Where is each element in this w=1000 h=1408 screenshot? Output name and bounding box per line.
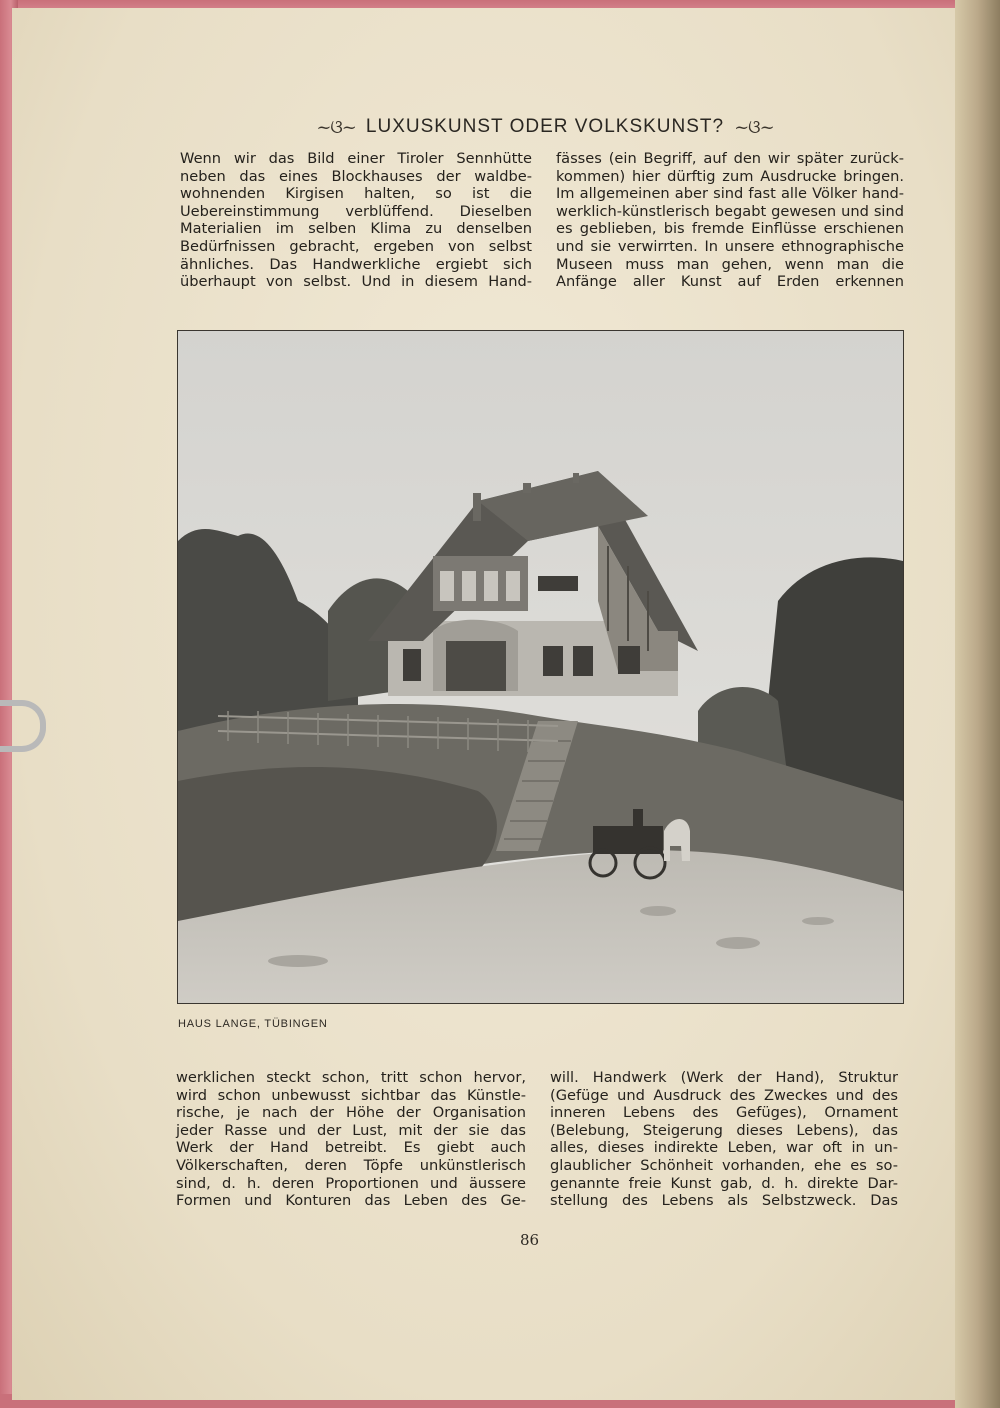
text-line: fässes (ein Begriff, auf den wir später zurück- [556,150,904,167]
text-line: glaublicher Schönheit vorhanden, ehe es so- [550,1156,898,1174]
text-column-top-right [556,150,904,291]
text-line: ähnliches. Das Handwerkliche ergiebt sich [180,255,532,273]
header-ornament-left: ~ଓ~ [316,116,356,138]
text-line: Museen muss man gehen, wenn man die [556,255,904,273]
text-line: rische, je nach der Höhe der Organisation [176,1104,526,1122]
text-line: überhaupt von selbst. Und in diesem Hand- [180,273,532,291]
text-line: (Belebung, Steigerung dieses Lebens), das [550,1121,898,1139]
text-line: kommen) hier dürftig zum Ausdrucke bringen. [556,167,904,185]
page-gutter [955,0,1000,1408]
text-column-top-left [180,150,532,291]
text-line: genannte freie Kunst gab, d. h. direkte Dar- [550,1174,898,1192]
page-number: 86 [520,1231,540,1249]
text-line: Uebereinstimmung verblüffend. Dieselben [180,202,532,220]
text-line: wohnenden Kirgisen halten, so ist die [180,185,532,203]
text-line: wird schon unbewusst sichtbar das Künstle- [176,1086,526,1104]
text-line: werklichen steckt schon, tritt schon hervor, [176,1069,526,1086]
text-line: stellung des Lebens als Selbstzweck. Das [550,1192,898,1210]
text-line: Bedürfnissen gebracht, ergeben von selbst [180,237,532,255]
text-line: Völkerschaften, deren Töpfe unkünstlerisch [176,1156,526,1174]
text-line: alles, dieses indirekte Leben, war oft in un- [550,1139,898,1157]
house-photograph [177,330,904,1004]
text-line: neben das eines Blockhauses der waldbe- [180,167,532,185]
text-column-bottom-left [176,1069,526,1210]
text-line: jeder Rasse und der Lust, mit der sie das [176,1121,526,1139]
text-column-bottom-right [550,1069,898,1210]
text-line: Materialien im selben Klima zu denselben [180,220,532,238]
text-line: Wenn wir das Bild einer Tiroler Sennhütte [180,150,532,167]
text-line: will. Handwerk (Werk der Hand), Struktur [550,1069,898,1086]
text-line: Im allgemeinen aber sind fast alle Völker hand- [556,185,904,203]
text-line: es geblieben, bis fremde Einflüsse erschienen [556,220,904,238]
text-line: Formen und Konturen das Leben des Ge- [176,1192,526,1210]
text-line: (Gefüge und Ausdruck des Zweckes und des [550,1086,898,1104]
photo-caption: HAUS LANGE, TÜBINGEN [178,1018,328,1030]
page-title: LUXUSKUNST ODER VOLKSKUNST? [365,116,725,137]
paper-clip [0,700,46,752]
text-line: und sie verwirrten. In unsere ethnographische [556,237,904,255]
header-ornament-right: ~ଓ~ [734,116,774,138]
text-line: Anfänge aller Kunst auf Erden erkennen [556,273,904,291]
house-photo-illustration [178,331,903,1003]
text-line: sind, d. h. deren Proportionen und äussere [176,1174,526,1192]
running-header [290,113,800,141]
text-line: werklich-künstlerisch begabt gewesen und sind [556,202,904,220]
text-line: inneren Lebens des Gefüges), Ornament [550,1104,898,1122]
text-line: Werk der Hand betreibt. Es giebt auch [176,1139,526,1157]
